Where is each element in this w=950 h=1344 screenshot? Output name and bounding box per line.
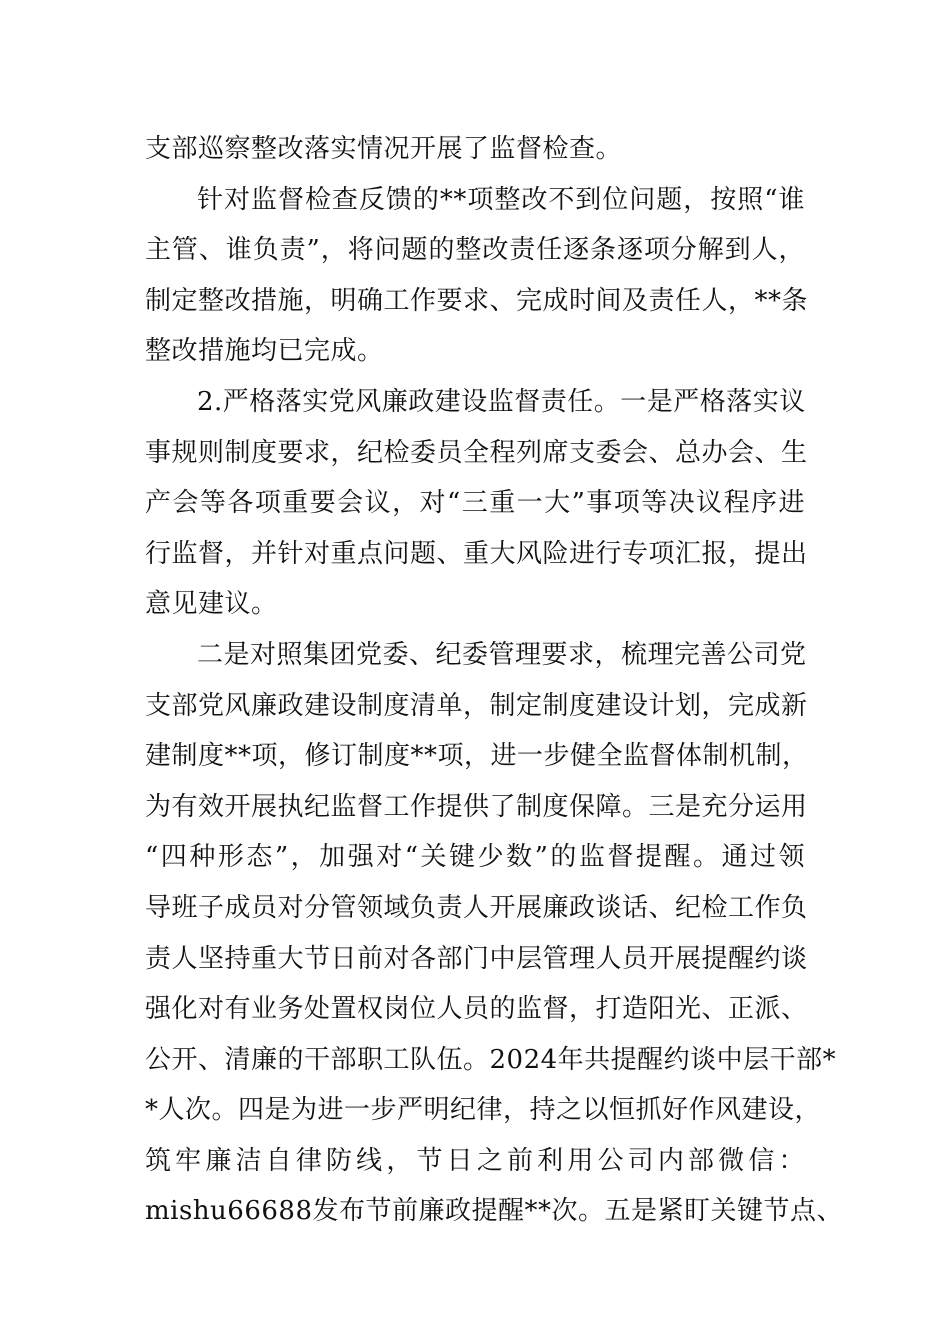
text-line: 公开、清廉的干部职工队伍。2024年共提醒约谈中层干部* [145,1044,837,1075]
text-line: “四种形态”，加强对“关键少数”的监督提醒。通过领 [145,842,805,873]
text-line: *人次。四是为进一步严明纪律，持之以恒抓好作风建设， [145,1095,822,1126]
text-line: 责人坚持重大节日前对各部门中层管理人员开展提醒约谈 [145,943,808,974]
text-line: 强化对有业务处置权岗位人员的监督，打造阳光、正派、 [145,994,808,1025]
text-line: 针对监督检查反馈的**项整改不到位问题，按照“谁 [197,184,805,215]
text-line: 制定整改措施，明确工作要求、完成时间及责任人，**条 [145,285,809,316]
text-line: 导班子成员对分管领域负责人开展廉政谈话、纪检工作负 [145,892,808,923]
text-line: 支部党风廉政建设制度清单，制定制度建设计划，完成新 [145,690,808,721]
text-line: 为有效开展执纪监督工作提供了制度保障。三是充分运用 [145,791,808,822]
text-line: 支部巡察整改落实情况开展了监督检查。 [145,134,623,164]
text-line: mishu66688发布节前廉政提醒**次。五是紧盯关键节点、 [145,1196,844,1227]
text-line: 筑牢廉洁自律防线，节日之前利用公司内部微信： [145,1145,805,1176]
text-line: 产会等各项重要会议，对“三重一大”事项等决议程序进 [145,488,805,519]
text-line: 二是对照集团党委、纪委管理要求，梳理完善公司党 [197,639,807,670]
text-line: 事规则制度要求，纪检委员全程列席支委会、总办会、生 [145,437,808,468]
text-line: 2.严格落实党风廉政建设监督责任。一是严格落实议 [197,386,806,417]
body-text [145,124,844,1237]
text-line: 整改措施均已完成。 [145,336,384,367]
text-line: 行监督，并针对重点问题、重大风险进行专项汇报，提出 [145,538,808,569]
text-line: 建制度**项，修订制度**项，进一步健全监督体制机制， [145,741,809,772]
text-line: 主管、谁负责”，将问题的整改责任逐条逐项分解到人， [145,235,805,266]
text-line: 意见建议。 [145,589,278,620]
